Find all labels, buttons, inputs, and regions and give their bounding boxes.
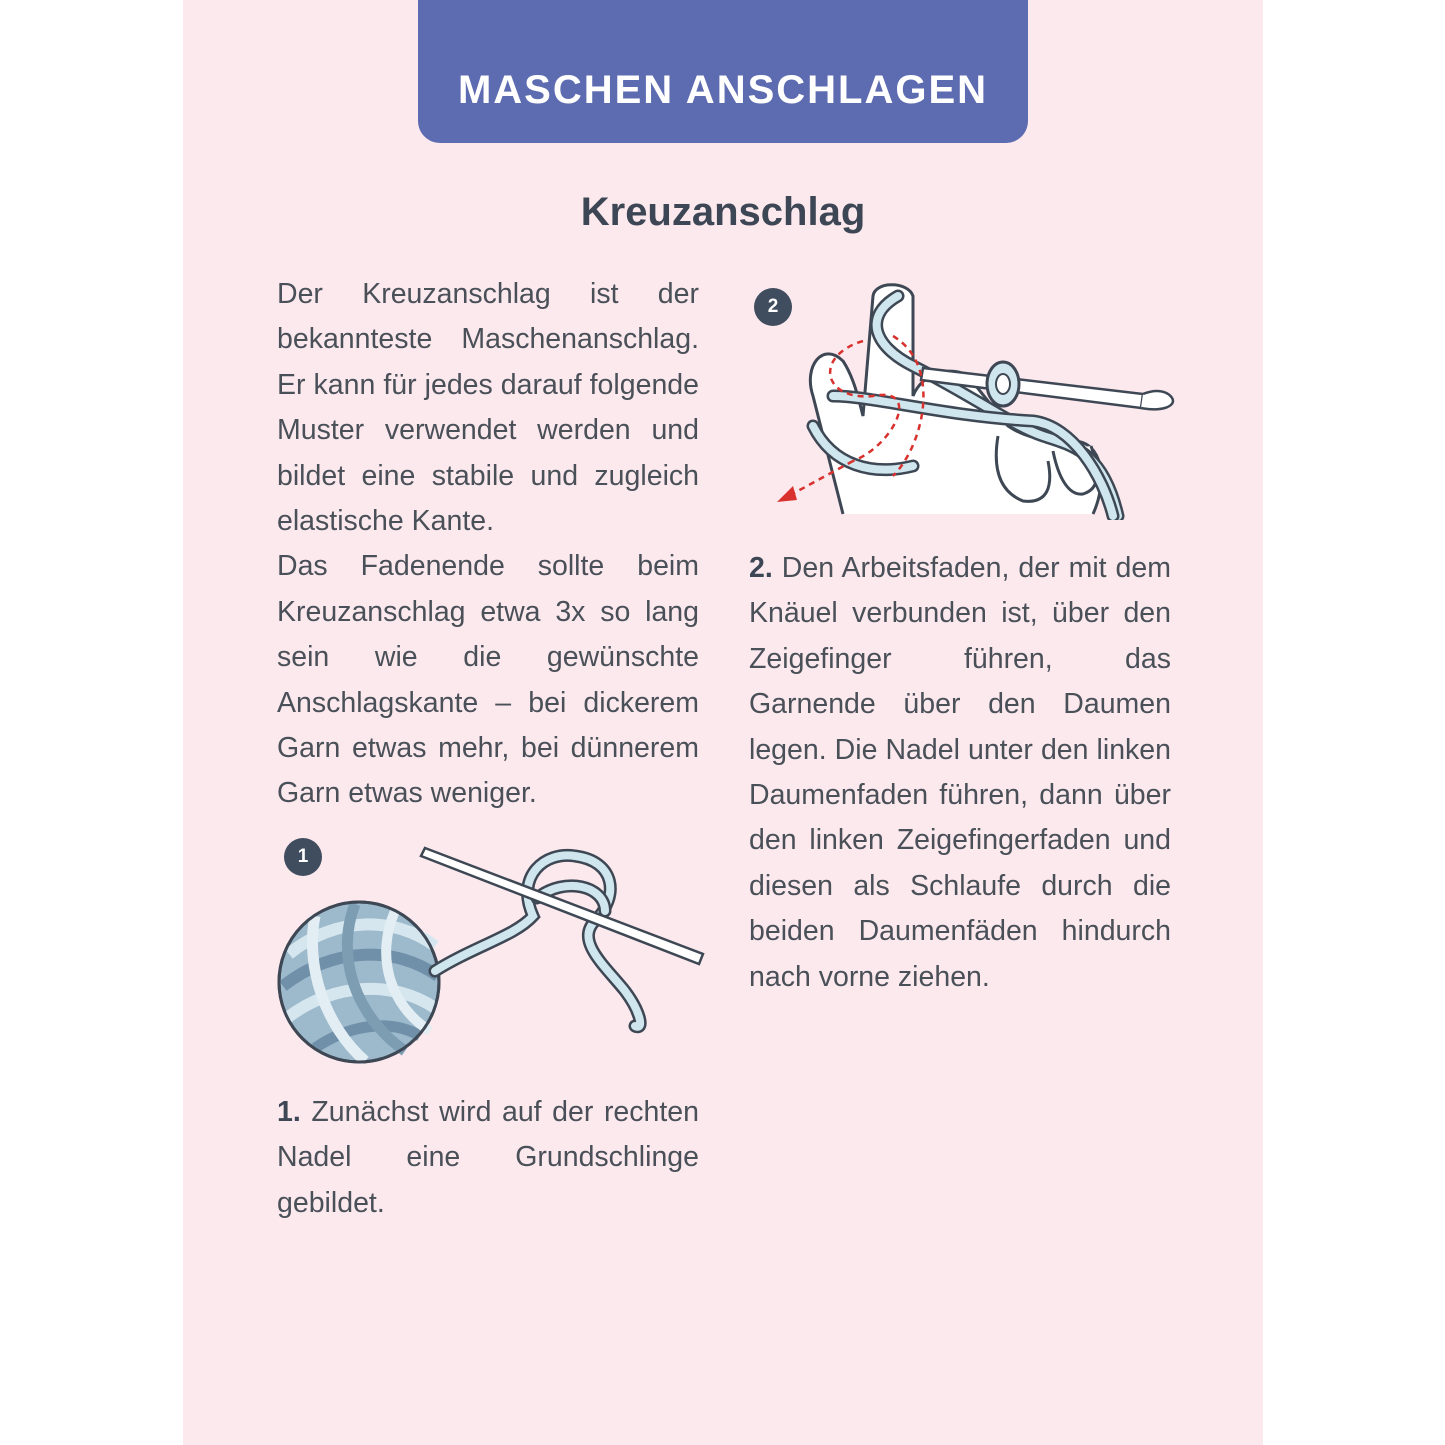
step-1-paragraph [277, 1090, 699, 1226]
intro-text [277, 272, 699, 817]
step-1-description: Zunächst wird auf der rechten Nadel eine Grundschlinge gebildet. [277, 1096, 699, 1219]
page [183, 0, 1263, 1445]
step-1-badge: 1 [284, 838, 322, 876]
header-tab [418, 0, 1028, 143]
step-2-paragraph [749, 546, 1171, 1000]
yarn-ball-with-needle-illustration [275, 836, 705, 1071]
hand-with-needle-and-yarn-illustration [773, 276, 1178, 520]
step-2-description: Den Arbeitsfaden, der mit dem Knäuel verbunden ist, über den Zeigefinger führen, das Garnende über den Daumen legen. Die Nadel unter den linken Daumenfaden führen, dann über den linken Zeigefingerfaden und diesen als Schlaufe durch die beiden Daumenfäden hindurch nach vorne ziehen. [749, 552, 1172, 993]
step-1-number: 1. [277, 1096, 301, 1128]
section-title: Kreuzanschlag [580, 190, 866, 234]
step-2-text [749, 546, 1171, 1000]
step-1-text [277, 1090, 699, 1226]
intro-paragraph-2: Das Fadenende sollte beim Kreuzanschlag etwa 3x so lang sein wie die gewünschte Anschlagskante – bei dickerem Garn etwas mehr, bei dünnerem Garn etwas weniger. [277, 550, 699, 810]
step-2-number: 2. [749, 552, 773, 584]
intro-paragraph-1: Der Kreuzanschlag ist der bekannteste Maschenanschlag. Er kann für jedes darauf folgende Muster verwendet werden und bildet eine stabile und zugleich elastische Kante. [277, 278, 699, 538]
page-header-title: MASCHEN ANSCHLAGEN [457, 68, 989, 112]
step-2-badge: 2 [754, 288, 792, 326]
